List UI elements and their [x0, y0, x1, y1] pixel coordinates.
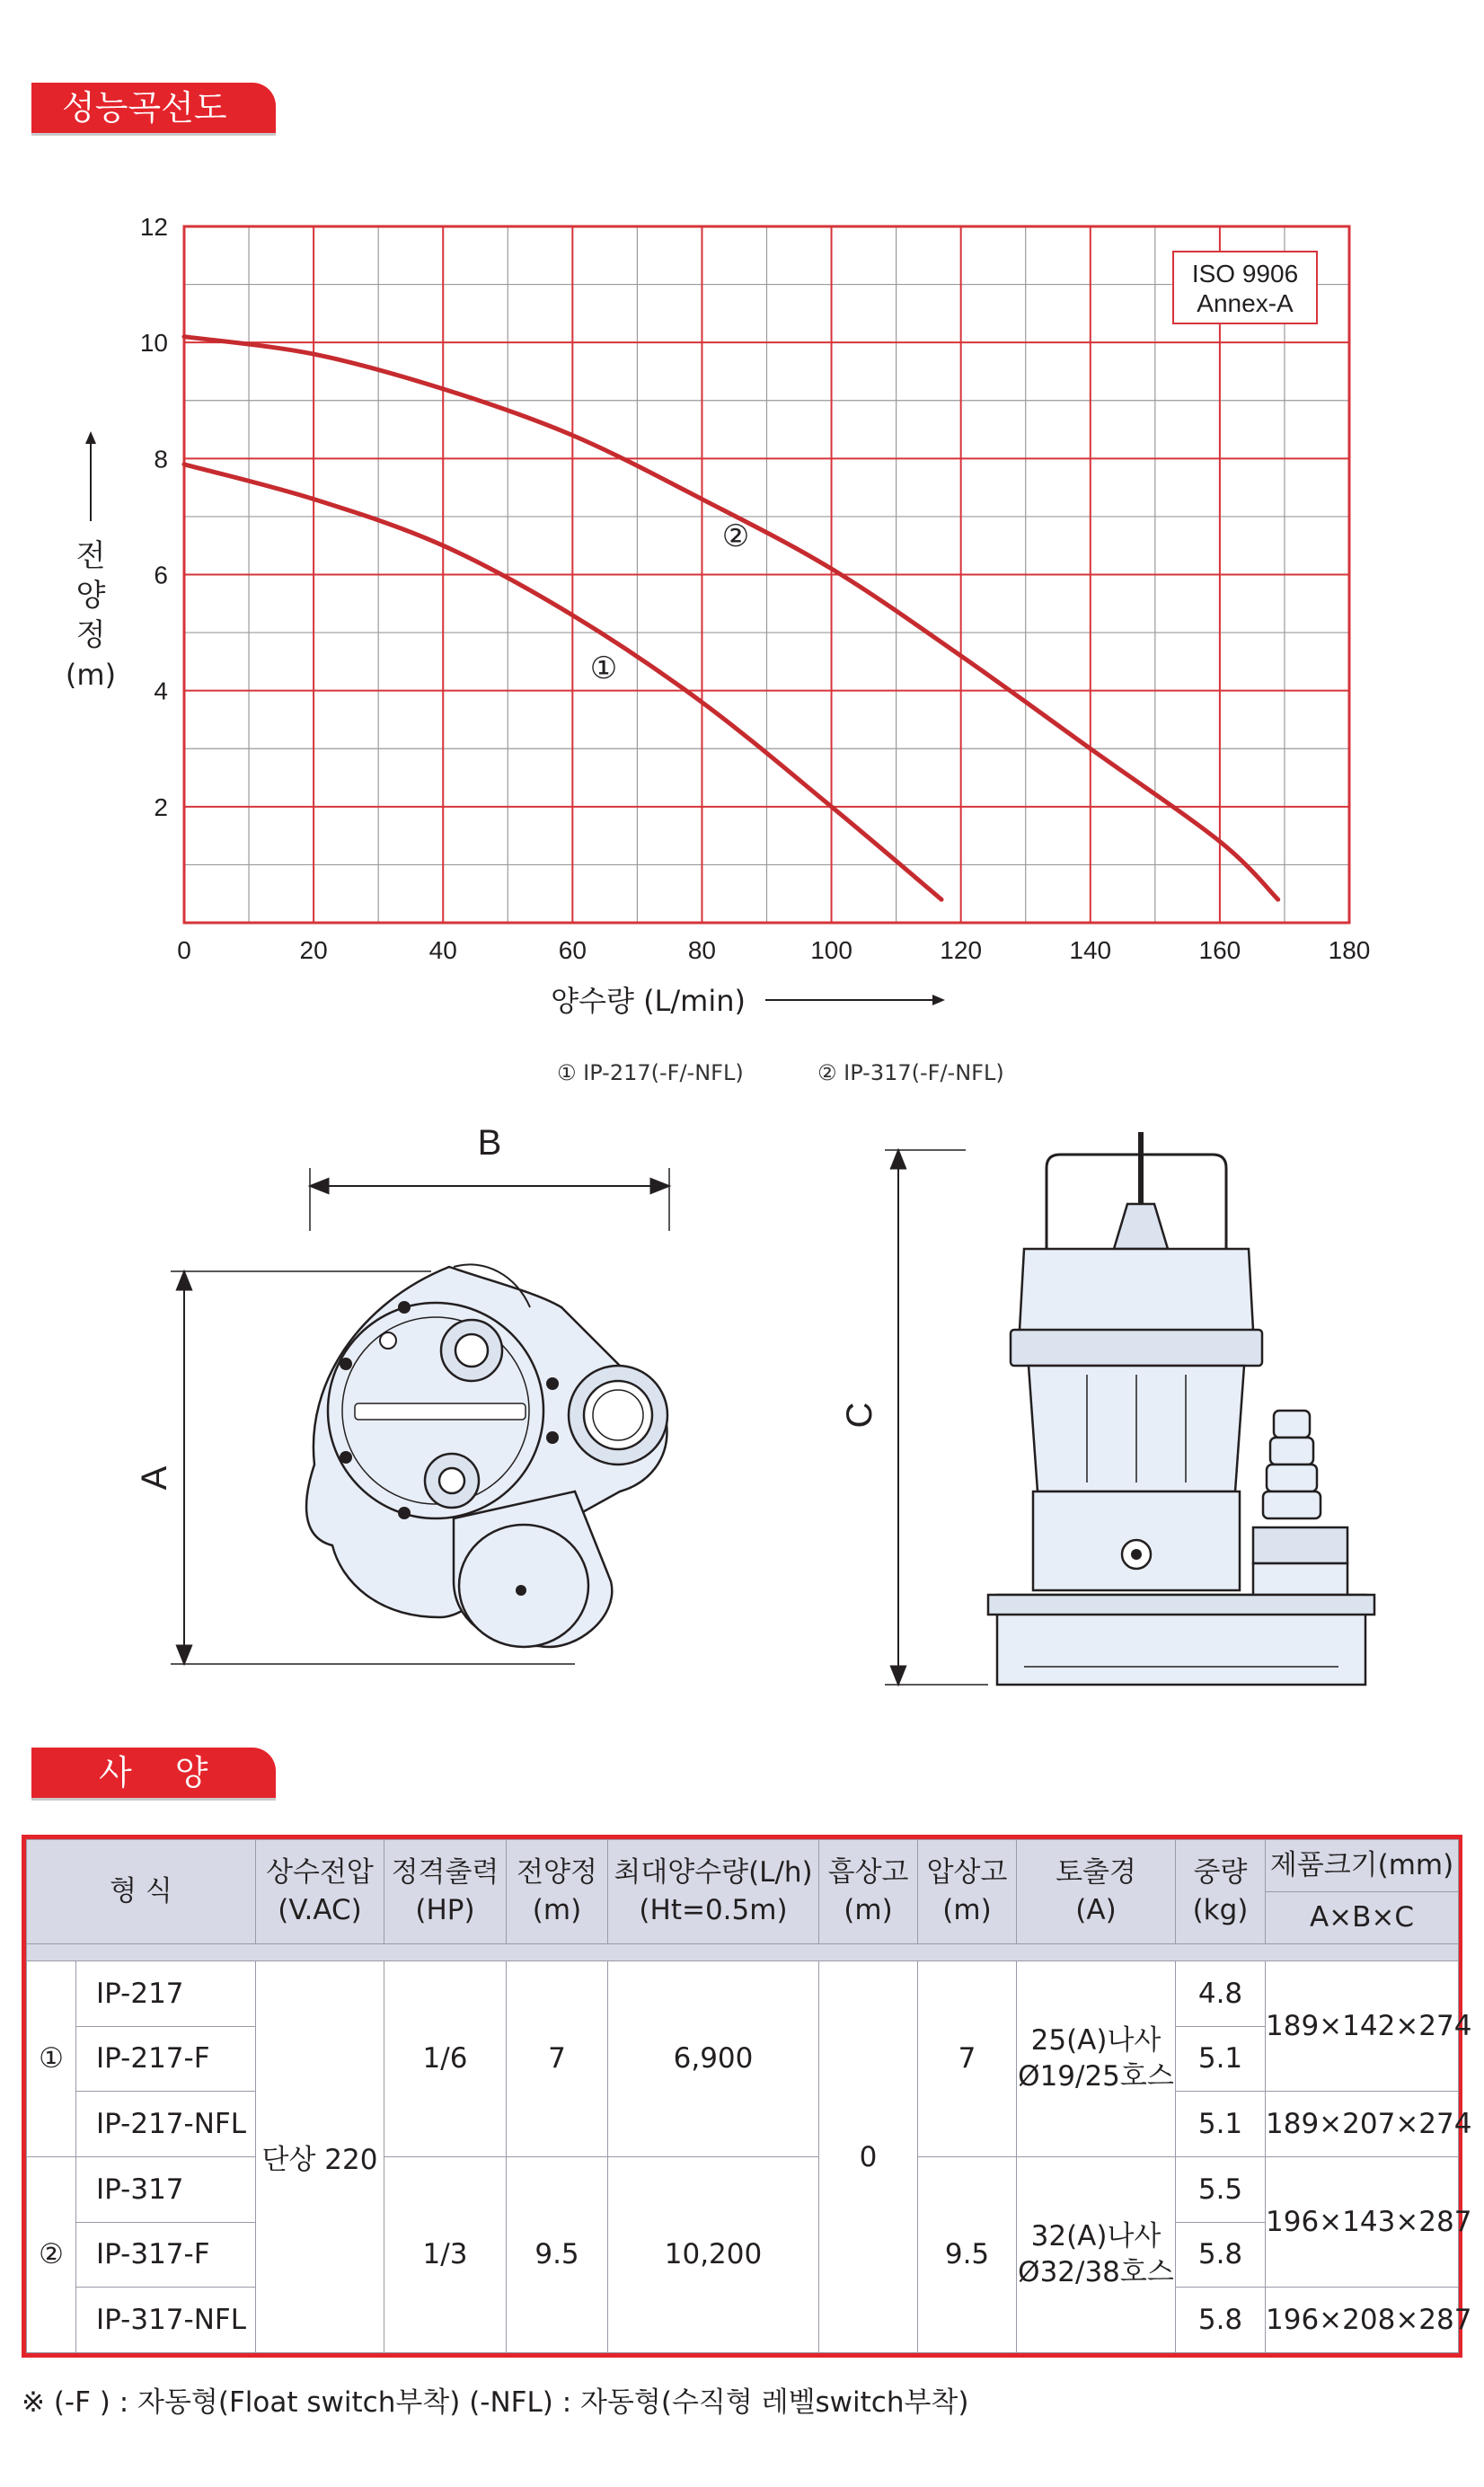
header-flow-unit: (Ht=0.5m)	[639, 1893, 788, 1926]
header-voltage	[256, 1840, 384, 1944]
x-tick-label: 80	[687, 936, 717, 964]
pump-top-view	[171, 1168, 669, 1664]
header-head	[507, 1840, 608, 1944]
y-tick-label: 4	[154, 677, 168, 705]
ylabel-char-4: (m)	[65, 658, 117, 692]
x-tick-label: 180	[1328, 936, 1371, 964]
group1-power: 1/6	[384, 1961, 507, 2157]
dimension-drawing	[0, 1114, 1484, 1707]
performance-section-title: 성능곡선도	[62, 88, 227, 128]
header-head-unit: (m)	[532, 1893, 582, 1926]
weight-ip217: 4.8	[1176, 1961, 1266, 2027]
weight-ip317-f: 5.8	[1176, 2222, 1266, 2288]
group2-outlet-line1: 32(A)나사	[1030, 2220, 1162, 2253]
header-flow	[608, 1840, 819, 1944]
model-ip317: IP-317	[76, 2156, 256, 2222]
legend-item-1: ① IP-217(-F/-NFL)	[557, 1060, 744, 1085]
header-head-text: 전양정	[517, 1855, 597, 1889]
group1-pressure: 7	[918, 1961, 1017, 2157]
y-tick-label: 12	[139, 213, 168, 241]
group1-head: 7	[507, 1961, 608, 2157]
header-power	[384, 1840, 507, 1944]
performance-chart	[0, 171, 1484, 1033]
legend-item-2: ② IP-317(-F/-NFL)	[817, 1060, 1004, 1085]
header-pressure-unit: (m)	[942, 1893, 992, 1926]
header-pressure-text: 압상고	[926, 1855, 1008, 1889]
model-ip317-f: IP-317-F	[76, 2222, 256, 2288]
size-ip217: 189×142×274	[1266, 1961, 1459, 2092]
header-power-unit: (HP)	[415, 1893, 475, 1926]
header-model-text: 형 식	[110, 1874, 172, 1907]
x-tick-label: 60	[558, 936, 587, 964]
header-outlet-text: 토출경	[1056, 1855, 1136, 1889]
x-tick-label: 0	[177, 936, 191, 964]
spec-table	[26, 1839, 1472, 2353]
size-ip317-nfl: 196×208×287	[1266, 2288, 1459, 2353]
series-line-2	[184, 337, 1278, 899]
group2-outlet	[1017, 2156, 1176, 2352]
header-voltage-text: 상수전압	[266, 1855, 374, 1889]
spec-table-frame	[22, 1835, 1472, 2358]
header-suction	[819, 1840, 918, 1944]
x-tick-label: 100	[810, 936, 852, 964]
footnote: ※ (-F ) : 자동형(Float switch부착) (-NFL) : 자동형(수직형 레벨switch부착)	[22, 2386, 969, 2419]
iso-line1: ISO 9906	[1191, 260, 1299, 288]
voltage-value: 단상 220	[256, 1961, 384, 2353]
size-ip317: 196×143×287	[1266, 2156, 1459, 2287]
y-tick-label: 10	[139, 329, 168, 358]
group2-power: 1/3	[384, 2156, 507, 2352]
group1-flow: 6,900	[608, 1961, 819, 2157]
spec-section-title: 사 양	[99, 1753, 225, 1792]
ylabel-char-1: 전	[75, 538, 106, 574]
y-tick-label: 8	[154, 445, 168, 474]
chart-curves	[184, 337, 1278, 899]
y-tick-label: 2	[154, 792, 168, 821]
group1-outlet-line1: 25(A)나사	[1030, 2024, 1162, 2058]
model-ip217-f: IP-217-F	[76, 2026, 256, 2092]
model-ip317-nfl: IP-317-NFL	[76, 2288, 256, 2353]
series-line-1	[184, 465, 941, 899]
weight-ip317-nfl: 5.8	[1176, 2288, 1266, 2353]
group2-head: 9.5	[507, 2156, 608, 2352]
header-weight	[1176, 1840, 1266, 1944]
iso-line2: Annex-A	[1197, 289, 1294, 317]
weight-ip217-nfl: 5.1	[1176, 2092, 1266, 2157]
x-axis-arrow	[765, 995, 945, 1005]
x-tick-label: 160	[1198, 936, 1241, 964]
header-pressure	[918, 1840, 1017, 1944]
curve2-marker: ②	[721, 518, 750, 554]
header-model	[27, 1840, 256, 1944]
dim-c-label: C	[840, 1402, 879, 1429]
header-outlet-unit: (A)	[1075, 1893, 1117, 1926]
ylabel-char-3: 정	[75, 617, 106, 653]
size-ip217-nfl: 189×207×274	[1266, 2092, 1459, 2157]
chart-tick-labels	[140, 213, 1371, 964]
y-tick-label: 6	[154, 561, 168, 589]
header-power-text: 정격출력	[391, 1855, 499, 1889]
performance-section-tab	[31, 83, 276, 133]
weight-ip317: 5.5	[1176, 2156, 1266, 2222]
suction-value: 0	[819, 1961, 918, 2353]
header-size: 제품크기(mm)	[1266, 1840, 1459, 1892]
x-tick-label: 20	[299, 936, 328, 964]
spec-tab-underline	[31, 1798, 276, 1801]
header-suction-unit: (m)	[844, 1893, 893, 1926]
header-size-unit: A×B×C	[1266, 1892, 1459, 1944]
model-ip217: IP-217	[76, 1961, 256, 2027]
curve1-marker: ①	[589, 651, 618, 686]
ylabel-char-2: 양	[75, 578, 106, 614]
y-axis-label	[66, 431, 116, 692]
model-ip217-nfl: IP-217-NFL	[76, 2092, 256, 2157]
group2-outlet-line2: Ø32/38호스	[1018, 2256, 1174, 2289]
table-header-spacer	[27, 1944, 1459, 1961]
header-weight-unit: (kg)	[1192, 1893, 1249, 1926]
header-voltage-unit: (V.AC)	[278, 1893, 362, 1926]
header-weight-text: 중량	[1193, 1855, 1248, 1889]
x-tick-label: 120	[940, 936, 983, 964]
group1-outlet-line2: Ø19/25호스	[1018, 2060, 1174, 2093]
header-suction-text: 흡상고	[827, 1855, 909, 1889]
group2-pressure: 9.5	[918, 2156, 1017, 2352]
group1-marker: ①	[27, 1961, 76, 2157]
spec-section-tab	[31, 1748, 276, 1798]
x-tick-label: 40	[428, 936, 457, 964]
pump-side-view	[885, 1132, 1374, 1685]
header-outlet	[1017, 1840, 1176, 1944]
y-axis-arrow-head	[85, 431, 96, 444]
dim-b-label: B	[477, 1123, 502, 1163]
group2-flow: 10,200	[608, 2156, 819, 2352]
dim-a-label: A	[135, 1465, 174, 1491]
performance-tab-underline	[31, 133, 276, 136]
group1-outlet	[1017, 1961, 1176, 2157]
x-tick-label: 140	[1069, 936, 1112, 964]
table-row	[27, 2156, 1459, 2222]
table-row	[27, 1961, 1459, 2027]
group2-marker: ②	[27, 2156, 76, 2352]
x-axis-label: 양수량 (L/min)	[551, 984, 746, 1018]
header-flow-text: 최대양수량(L/h)	[614, 1855, 813, 1889]
weight-ip217-f: 5.1	[1176, 2026, 1266, 2092]
